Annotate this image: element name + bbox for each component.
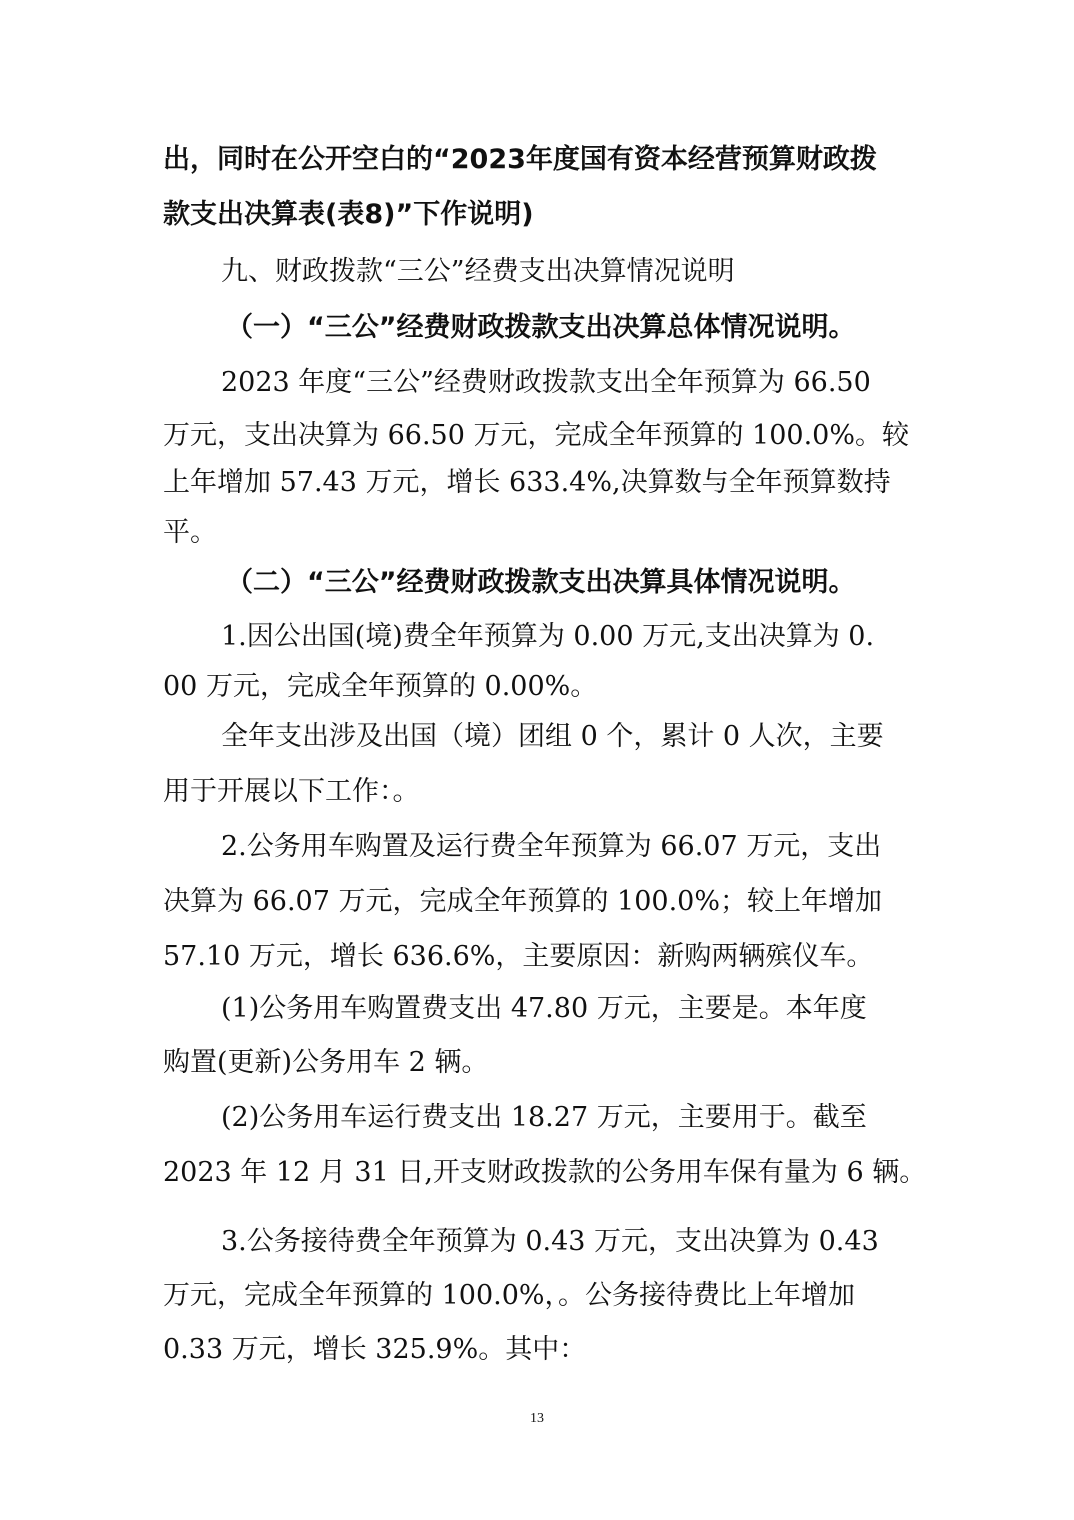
- text-line-12: 全年支出涉及出国（境）团组 0 个，累计 0 人次，主要: [221, 721, 884, 752]
- text-line-18: 购置(更新)公务用车 2 辆。: [163, 1047, 489, 1078]
- text-line-17: (1)公务用车购置费支出 47.80 万元，主要是。本年度: [221, 993, 867, 1024]
- text-line-5: 2023 年度“三公”经费财政拨款支出全年预算为 66.50: [221, 367, 871, 398]
- text-line-22: 万元，完成全年预算的 100.0%，。公务接待费比上年增加: [163, 1280, 856, 1311]
- page-number: 13: [530, 1411, 544, 1426]
- text-line-15: 决算为 66.07 万元，完成全年预算的 100.0%；较上年增加: [163, 886, 882, 917]
- subsection-heading-2: （二）“三公”经费财政拨款支出决算具体情况说明。: [226, 567, 856, 598]
- text-line-23: 0.33 万元，增长 325.9%。其中：: [163, 1334, 587, 1365]
- text-line-1: 出，同时在公开空白的“2023年度国有资本经营预算财政拨: [163, 144, 877, 175]
- text-line-13: 用于开展以下工作：。: [163, 776, 420, 807]
- text-line-14: 2.公务用车购置及运行费全年预算为 66.07 万元，支出: [221, 831, 882, 862]
- text-line-21: 3.公务接待费全年预算为 0.43 万元，支出决算为 0.43: [221, 1226, 879, 1257]
- text-line-11: 00 万元，完成全年预算的 0.00%。: [163, 671, 598, 702]
- text-line-16: 57.10 万元，增长 636.6%，主要原因：新购两辆殡仪车。: [163, 941, 874, 972]
- text-line-8: 平。: [163, 517, 217, 548]
- section-heading-9: 九、财政拨款“三公”经费支出决算情况说明: [221, 256, 735, 287]
- text-line-20: 2023 年 12 月 31 日,开支财政拨款的公务用车保有量为 6 辆。: [163, 1157, 927, 1188]
- text-line-6: 万元，支出决算为 66.50 万元，完成全年预算的 100.0%。较: [163, 420, 909, 451]
- text-line-10: 1.因公出国(境)费全年预算为 0.00 万元,支出决算为 0.: [221, 621, 875, 652]
- text-line-7: 上年增加 57.43 万元，增长 633.4%,决算数与全年预算数持: [163, 467, 891, 498]
- text-line-19: (2)公务用车运行费支出 18.27 万元，主要用于。截至: [221, 1102, 867, 1133]
- text-line-2: 款支出决算表(表8)”下作说明): [163, 199, 534, 230]
- subsection-heading-1: （一）“三公”经费财政拨款支出决算总体情况说明。: [226, 312, 856, 343]
